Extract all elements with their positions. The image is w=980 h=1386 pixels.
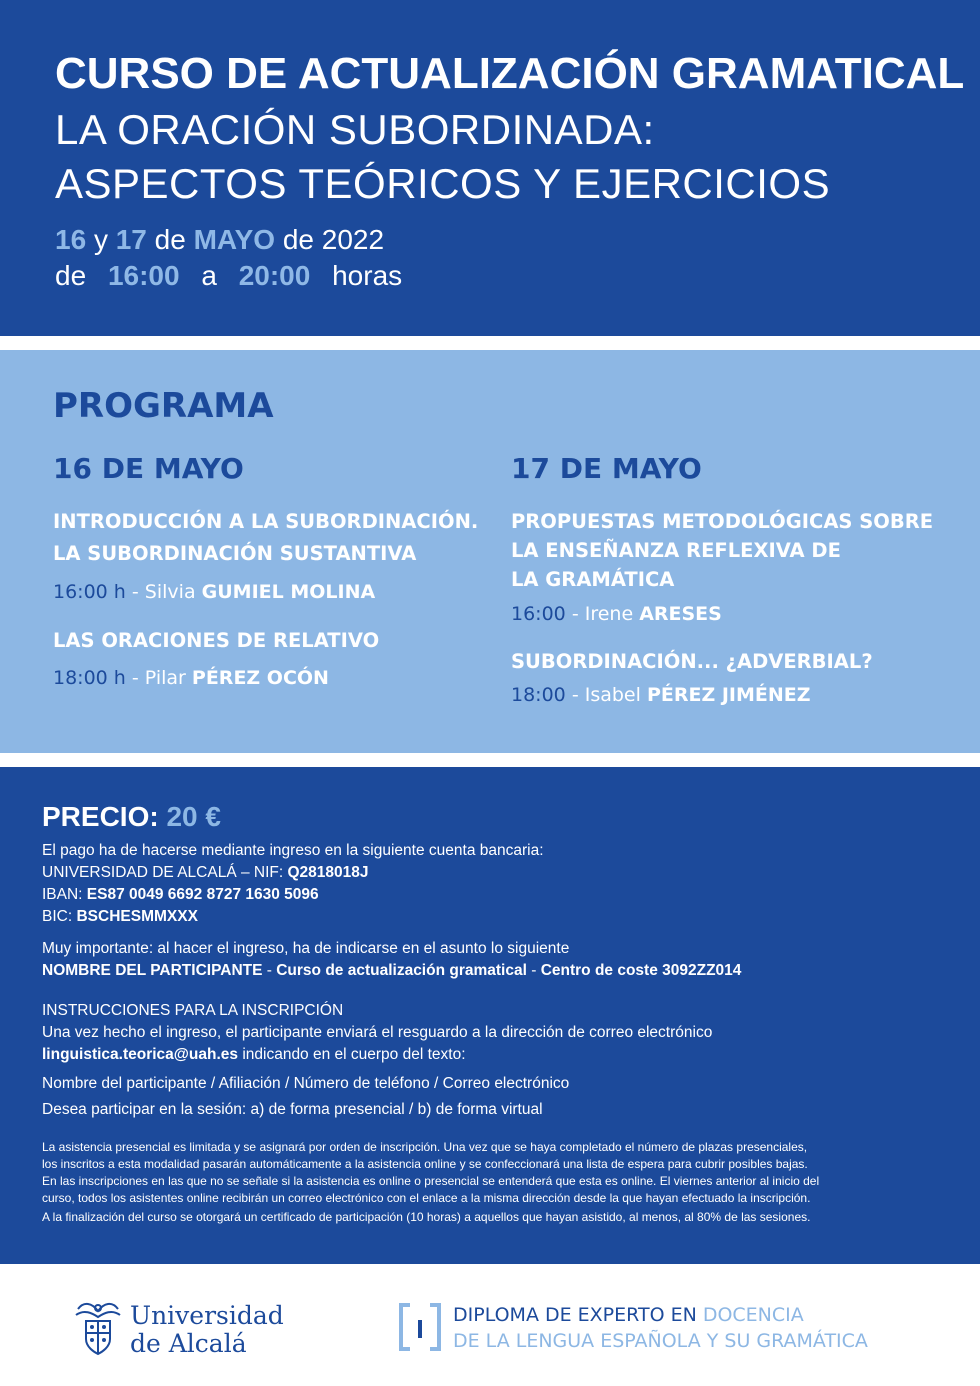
- subject-sep: -: [526, 962, 541, 979]
- day2-session2-schedule: [511, 681, 811, 709]
- fine-print-line: La asistencia presencial es limitada y se asignará por orden de inscripción. Una vez que se haya completado el número de plazas presenciales,: [42, 1140, 808, 1154]
- day2-session2-speaker-first: Isabel: [584, 684, 641, 706]
- registration-line2-rest: indicando en el cuerpo del texto:: [238, 1046, 466, 1063]
- fine-print-line: curso, todos los asistentes online recibirán un correo electrónico con el enlace a la misma dirección desde la que hayan efectuado la inscripción.: [42, 1191, 811, 1205]
- contact-email[interactable]: linguistica.teorica@uah.es: [42, 1046, 239, 1063]
- day1-session1-speaker-first: Silvia: [144, 581, 196, 603]
- university-name-line1: Universidad: [130, 1301, 284, 1330]
- day1-session2-topic: LAS ORACIONES DE RELATIVO: [53, 629, 380, 652]
- day1-session1-speaker-last: GUMIEL MOLINA: [201, 581, 376, 603]
- time-de: de: [55, 260, 87, 291]
- pricing-section: [0, 767, 980, 1264]
- time-unit: horas: [332, 260, 403, 291]
- separator-dash: -: [571, 603, 579, 625]
- university-crest-icon: [72, 1299, 124, 1359]
- date-conj: y: [93, 224, 108, 255]
- program-title: PROGRAMA: [53, 386, 274, 426]
- subject-sep: -: [262, 962, 277, 979]
- day1-session1-schedule: [53, 578, 375, 606]
- day2-session2-time: 18:00: [511, 684, 566, 706]
- day2-session1-topic-line1: PROPUESTAS METODOLÓGICAS SOBRE: [511, 510, 934, 533]
- day1-session2-speaker-last: PÉREZ OCÓN: [191, 667, 329, 689]
- time-start: 16:00: [107, 260, 180, 291]
- fine-print-line: los inscritos a esta modalidad pasarán automáticamente a la asistencia online y se confeccionará una lista de espera para cubrir posibles bajas.: [42, 1157, 808, 1171]
- diploma-line1: [453, 1302, 804, 1328]
- fine-print-line: En las inscripciones en las que no se señale si la asistencia es online o presencial se entenderá que esta es online. El viernes anterior al inicio del: [42, 1174, 820, 1188]
- day1-session1-topic-line1: INTRODUCCIÓN A LA SUBORDINACIÓN.: [53, 510, 479, 533]
- date-year: 2022: [321, 224, 385, 255]
- course-title: CURSO DE ACTUALIZACIÓN GRAMATICAL: [55, 49, 965, 98]
- date-day1: 16: [55, 224, 87, 255]
- date-month: MAYO: [193, 224, 276, 255]
- iban-line: [42, 884, 319, 906]
- iban-label: IBAN:: [42, 886, 83, 903]
- iban-value: ES87 0049 6692 8727 1630 5096: [86, 886, 319, 903]
- registration-session-mode: Desea participar en la sesión: a) de forma presencial / b) de forma virtual: [42, 1101, 543, 1118]
- date-day2: 17: [115, 224, 147, 255]
- day2-session1-topic-line3: LA GRAMÁTICA: [511, 568, 675, 591]
- price: [42, 801, 221, 833]
- day2-session2-speaker-last: PÉREZ JIMÉNEZ: [646, 684, 811, 706]
- day2-session2-topic: SUBORDINACIÓN... ¿ADVERBIAL?: [511, 650, 873, 673]
- day1-session2-schedule: [53, 664, 329, 692]
- fine-print-line: A la finalización del curso se otorgará un certificado de participación (10 horas) a aquellos que hayan asistido, al menos, al 80% de las sesiones.: [42, 1210, 811, 1224]
- university-name-line2: de Alcalá: [130, 1329, 247, 1358]
- subject-part2: Curso de actualización gramatical: [276, 962, 527, 979]
- diploma-line1-light: DOCENCIA: [702, 1304, 804, 1326]
- day2-session1-time: 16:00: [511, 603, 566, 625]
- header-banner: [0, 0, 980, 336]
- separator-dash: -: [131, 581, 139, 603]
- payment-subject: [42, 960, 741, 982]
- bic-line: [42, 906, 198, 928]
- nif-value: Q2818018J: [287, 864, 369, 881]
- time-end: 20:00: [238, 260, 311, 291]
- course-subtitle-line1: LA ORACIÓN SUBORDINADA:: [55, 106, 655, 153]
- registration-line1: Una vez hecho el ingreso, el participante enviará el resguardo a la dirección de correo electrónico: [42, 1024, 713, 1041]
- separator-dash: -: [131, 667, 139, 689]
- registration-heading: INSTRUCCIONES PARA LA INSCRIPCIÓN: [42, 1002, 344, 1019]
- day2-session1-schedule: [511, 600, 722, 628]
- program-section: [0, 350, 980, 753]
- bic-label: BIC:: [42, 908, 73, 925]
- fine-print: [42, 1139, 952, 1226]
- day1-title: 16 DE MAYO: [53, 452, 244, 485]
- payment-intro: El pago ha de hacerse mediante ingreso en la siguiente cuenta bancaria:: [42, 842, 544, 859]
- day2-session1-speaker-last: ARESES: [639, 603, 722, 625]
- day1-session2-speaker-first: Pilar: [144, 667, 186, 689]
- day1-session1-topic-line2: LA SUBORDINACIÓN SUSTANTIVA: [53, 542, 417, 565]
- important-note: Muy importante: al hacer el ingreso, ha de indicarse en el asunto lo siguiente: [42, 940, 570, 957]
- registration-fields: Nombre del participante / Afiliación / Número de teléfono / Correo electrónico: [42, 1075, 570, 1092]
- day2-title: 17 DE MAYO: [511, 452, 702, 485]
- subject-part3: Centro de coste 3092ZZ014: [540, 962, 742, 979]
- diploma-line2-text: DE LA LENGUA ESPAÑOLA Y SU GRAMÁTICA: [453, 1330, 868, 1352]
- day1-session1-time: 16:00 h: [53, 581, 126, 603]
- diploma-bracket-icon: [398, 1302, 442, 1352]
- course-subtitle-line2: ASPECTOS TEÓRICOS Y EJERCICIOS: [55, 160, 831, 207]
- day1-session2-time: 18:00 h: [53, 667, 126, 689]
- holder-label: UNIVERSIDAD DE ALCALÁ – NIF:: [42, 864, 284, 881]
- diploma-line1-dark: DIPLOMA DE EXPERTO EN: [453, 1304, 697, 1326]
- account-holder: [42, 862, 369, 884]
- subject-part1: NOMBRE DEL PARTICIPANTE: [42, 962, 263, 979]
- date-de2: de: [282, 224, 314, 255]
- bic-value: BSCHESMMXXX: [76, 908, 198, 925]
- price-amount: 20 €: [166, 801, 221, 832]
- separator-dash: -: [571, 684, 579, 706]
- diploma-line2: [453, 1328, 868, 1354]
- price-label: PRECIO:: [42, 801, 159, 832]
- registration-line2: [42, 1044, 466, 1066]
- time-a: a: [201, 260, 217, 291]
- course-time: [55, 258, 402, 294]
- day2-session1-speaker-first: Irene: [584, 603, 634, 625]
- day2-session1-topic-line2: LA ENSEÑANZA REFLEXIVA DE: [511, 539, 841, 562]
- course-date: [55, 222, 384, 258]
- date-de1: de: [154, 224, 186, 255]
